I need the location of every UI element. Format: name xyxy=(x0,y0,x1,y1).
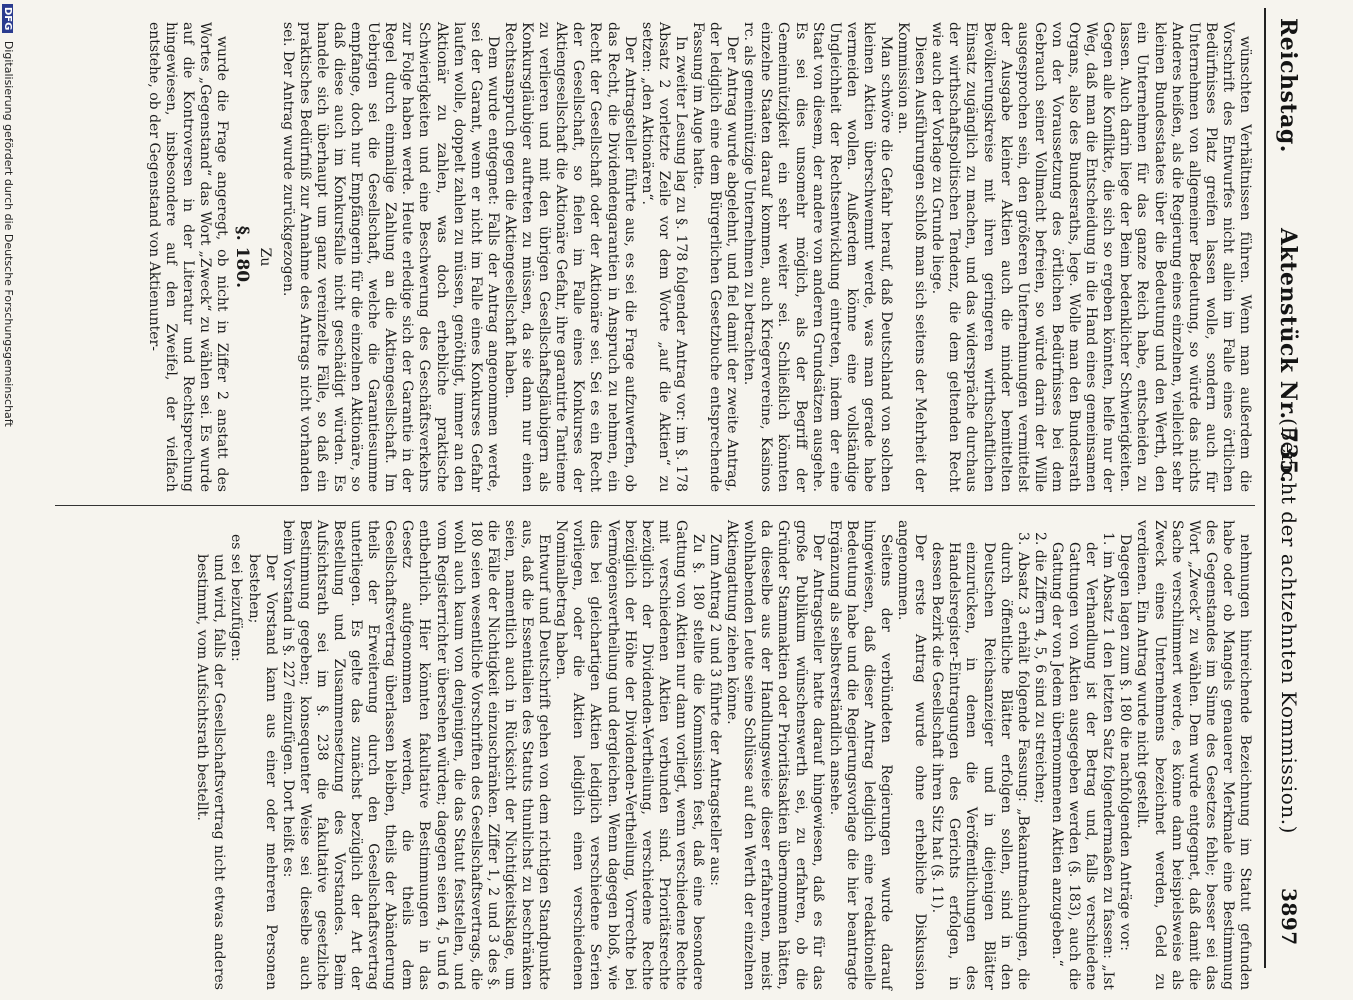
paragraph: Zu §. 180 stellte die Kommission fest, daß eine besondere Gattung von Aktien nur dann vorliegt, wenn verschiedene Rechte mit verschiedenen Aktien verbunden sind. Prioritätsrechte bezüglich der Dividenden-Vertheilung, verschiedene Rechte bezüglich der Höhe der Dividenden-Vertheilung, Vorrechte bei Vermögensvertheilung und dergleichen. Wenn dagegen bloß, wie dies bei gleichartigen Aktien lediglich verschiedene Serien vorliegen, oder die Aktien lediglich einen verschiedenen Nominalbetrag haben. xyxy=(553,520,706,990)
dfg-logo: DFG xyxy=(2,4,13,33)
paragraph: Seitens der verbündeten Regierungen wurde darauf hingewiesen, daß dieser Antrag lediglich eine redaktionelle Bedeutung habe und die Regierungsvorlage die hier beantragte Ergänzung als selbstverständlich ansehe. xyxy=(826,520,895,990)
paragraph: wurde die Frage angeregt, ob nicht in Ziffer 2 anstatt des Wortes „Gegenstand“ das Wort „Zweck“ zu wählen sei. Es wurde auf die Kontroversen in der Literatur und Rechtsprechung hingewiesen, insbesondere auf den Zweifel, der vielfach entstehe, ob der Gegenstand von Aktienunter- xyxy=(146,22,231,492)
quoted-text: Der Vorstand kann aus einer oder mehreren Personen bestehen; xyxy=(245,554,279,990)
paragraph: es sei beizufügen: xyxy=(228,534,245,662)
paragraph: nehmungen hinreichende Bezeichnung im Statut gefunden habe oder ob Mangels genauerer Merkmale eine Bestimmung des Gegenstandes im Sinne des Gesetzes fehle; besser sei das Wort „Zweck“ zu wählen. Dem wurde entgegnet, daß damit die Sache verschlimmert werde, es könne dann beispielsweise als Zweck eines Unternehmens bezeichnet werden, Geld zu verdienen. Ein Antrag wurde nicht gestellt. xyxy=(1134,520,1253,990)
paragraph: Der Antragsteller führte aus, es sei die Frage aufzuwerfen, ob das Recht, die Dividendengarantien in Anspruch zu nehmen, ein Recht der Gesellschaft oder der Aktionäre sei. Sei es ein Recht der Gesellschaft, so fielen im Falle eines Konkurses der Aktiengesellschaft die Aktionäre Gefahr, ihre garantirte Tantieme zu verlieren und mit den übrigen Gesellschaftsgläubigern als Konkursgläubiger auftreten zu müssen, da sie dann nur einen Rechtsanspruch gegen die Aktiengesellschaft haben. xyxy=(501,22,638,492)
motion-item: 2. die Ziffern 4, 5, 6 sind zu streichen; xyxy=(1031,532,1048,804)
header-rule xyxy=(1264,8,1266,968)
paragraph: Man schwöre die Gefahr herauf, daß Deutschland von solchen kleinen Aktien überschwemmt werde, was man gerade habe vermeiden wollen. Außerdem könne eine vollständige Ungleichheit der Rechtsentwicklung eintreten, indem der eine Staat von diesem, der andere von anderen Grundsätzen ausgehe. Es sei dies unsomehr möglich, als der Begriff der Gemeinnützigkeit ein sehr weiter sei. Schließlich könnten einzelne Staaten darauf kommen, auch Kriegervereine, Kasinos rc. als gemeinnützige Unternehmen zu betrachten. xyxy=(741,22,895,492)
header-left: Reichstag. xyxy=(1275,18,1301,153)
running-header xyxy=(1261,18,1301,946)
motion-item: 3. Absatz 3 erhält folgende Fassung: „Bekanntmachungen, die durch öffentliche Blätter erfolgen sollen, sind in den Deutschen Reichsanzeiger und in diejenigen Blätter einzurücken, in denen die Veröffentlichungen des Handelsregister-Eintragungen des Gerichts erfolgen, in dessen Bezirk die Gesellschaft ihren Sitz hat (§. 11). xyxy=(929,532,1031,990)
right-column xyxy=(193,520,1253,990)
paragraph: Der Antragsteller hatte darauf hingewiesen, daß es für das große Publikum wünschenswerth sei, zu erfahren, ob die Gründer Stammaktien oder Prioritätsaktien übernommen hätten, da dieselbe aus der Handlungsweise dieser erfahrenen, meist wohlhabenden Leute seine Schlüsse auf den Werth der einzelnen Aktiengattung ziehen könne. xyxy=(724,520,826,990)
header-document-number: Aktenstück Nr. 735. xyxy=(1275,228,1301,484)
header-report-title: (Bericht der achtzehnten Kommission.) xyxy=(1277,418,1301,834)
paragraph: Dagegen lagen zum §. 180 die nachfolgenden Anträge vor: xyxy=(1117,534,1134,951)
left-column xyxy=(145,22,1253,492)
paragraph: Zum Antrag 2 und 3 führte der Antragsteller aus: xyxy=(707,534,724,886)
page-number: 3897 xyxy=(1277,888,1301,946)
paragraph: Entwurf und Deutschrift gehen von dem richtigen Standpunkte aus, daß die Essentialien des Statuts thunlichst zu beschränken seien, namentlich auch in Rücksicht der Nichtigkeitsklage, um die Fälle der Nichtigkeit einzuschränken. Ziffer 1, 2 und 3 des §. 180 seien wesentliche Vorschriften des Gesellschaftsvertrags, die wohl auch kaum von denjenigen, die das Statut feststellen, und vom Registerrichter übersehen würden; dagegen seien 4, 5 und 6 entbehrlich. Hier könnten fakultative Bestimmungen in das Gesetz aufgenommen werden, die theils dem Gesellschaftsvertrag überlassen bleiben, theils der Abänderung theils der Erweiterung durch den Gesellschaftsvertrag unterliegen. Es gelte das zunächst bezüglich der Art der Bestellung und Zusammensetzung des Vorstandes. Beim Aufsichtsrath sei im §. 238 die fakultative gesetzliche Bestimmung gegeben; konsequenter Weise sei dieselbe auch beim Vorstand in §. 227 einzufügen. Dort heißt es: xyxy=(279,520,553,990)
paragraph: In zweiter Lesung lag zu §. 178 folgender Antrag vor: im §. 178 Absatz 2 vorletzte Zeile vor dem Worte „auf die Aktien“ zu setzen: „den Aktionären“. xyxy=(638,22,689,492)
digitization-credit xyxy=(1,4,15,1000)
paragraph: Dem wurde entgegnet: Falls der Antrag angenommen werde, sei der Garant, wenn er nicht im Falle eines Konkurses Gefahr laufen wolle, doppelt zahlen zu müssen, genöthigt, immer an den Aktionär zu zahlen, was doch erhebliche praktische Schwierigkeiten und eine Beschwerung des Geschäftsverkehrs zur Folge haben werde. Heute erledige sich der Garantie in der Regel durch einmalige Zahlung an die Aktiengesellschaft. Im Uebrigen sei die Gesellschaft, welche die Garantiesumme empfange, doch nur Empfängerin für die einzelnen Aktionäre, so daß diese auch im Konkursfalle nicht geschädigt würden. Es handele sich überhaupt um ganz vereinzelte Fälle, so daß ein praktisches Bedürfniß zur Annahme des Antrags nicht vorhanden sei. Der Antrag wurde zurückgezogen. xyxy=(279,22,501,492)
quoted-text: und wird, falls der Gesellschaftsvertrag nicht etwas anderes bestimmt, vom Aufsichtsrath bestellt. xyxy=(194,554,228,990)
paragraph: Der erste Antrag wurde ohne erhebliche Diskussion angenommen. xyxy=(895,520,929,990)
column-divider xyxy=(55,505,1255,506)
paragraph: Der Antrag wurde abgelehnt, und fiel damit der zweite Antrag, der lediglich eine dem Bürgerlichen Gesetzbuche entsprechende Fassung im Auge hatte. xyxy=(690,22,741,492)
paragraph: Diesen Ausführungen schloß man sich seitens der Mehrheit der Kommission an. xyxy=(895,22,929,492)
credit-text: Digitalisierung gefördert durch die Deutsche Forschungsgemeinschaft xyxy=(2,40,15,427)
section-heading: §. 180. xyxy=(231,225,252,289)
motion-item: 1. im Absatz 1 den letzten Satz folgendermaßen zu fassen: „Ist der Verhandlung ist der Betrag und, falls verschiedene Gattungen von Aktien ausgegeben werden (§. 183), auch die Gattung der von Jedem übernommenen Aktien anzugeben.“ xyxy=(1048,532,1117,990)
paragraph: wünschten Verhältnissen führen. Wenn man außerdem die Vorschrift des Entwurfes nicht allein im Falle eines örtlichen Bedürfnisses Platz greifen lassen wolle, sondern auch für Unternehmen von allgemeiner Bedeutung, so würde das nichts Anderes heißen, als die Regierung eines einzelnen, vielleicht sehr kleinen Bundesstaates über die Bedeutung und den Werth, den ein Unternehmen für das ganze Reich habe, entscheiden zu lassen. Auch darin liege der Beim bedenklicher Schwierigkeiten. Gegen alle Konflikte, die sich so ergeben könnten, helfe nur der Weg, daß man die Entscheidung in die Hand eines gemeinsamen Organs, also des Bundesraths, lege. Wolle man den Bundesrath von der Voraussetzung des örtlichen Bedürfnisses bei dem Gebrauch seiner Vollmacht befreien, so würde darin der Wille ausgesprochen sein, den größeren Unternehmungen vermittelst der Ausgabe kleiner Aktien auch die minder bemittelten Bevölkerungskreise mit ihren geringeren wirthschaftlichen Einsatz zugänglich zu machen, und das widerspräche durchaus der wirthschaftspolitischen Tendenz, die dem geltenden Recht wie auch der Vorlage zu Grunde liege. xyxy=(929,22,1253,492)
section-intro: Zu xyxy=(256,247,273,267)
